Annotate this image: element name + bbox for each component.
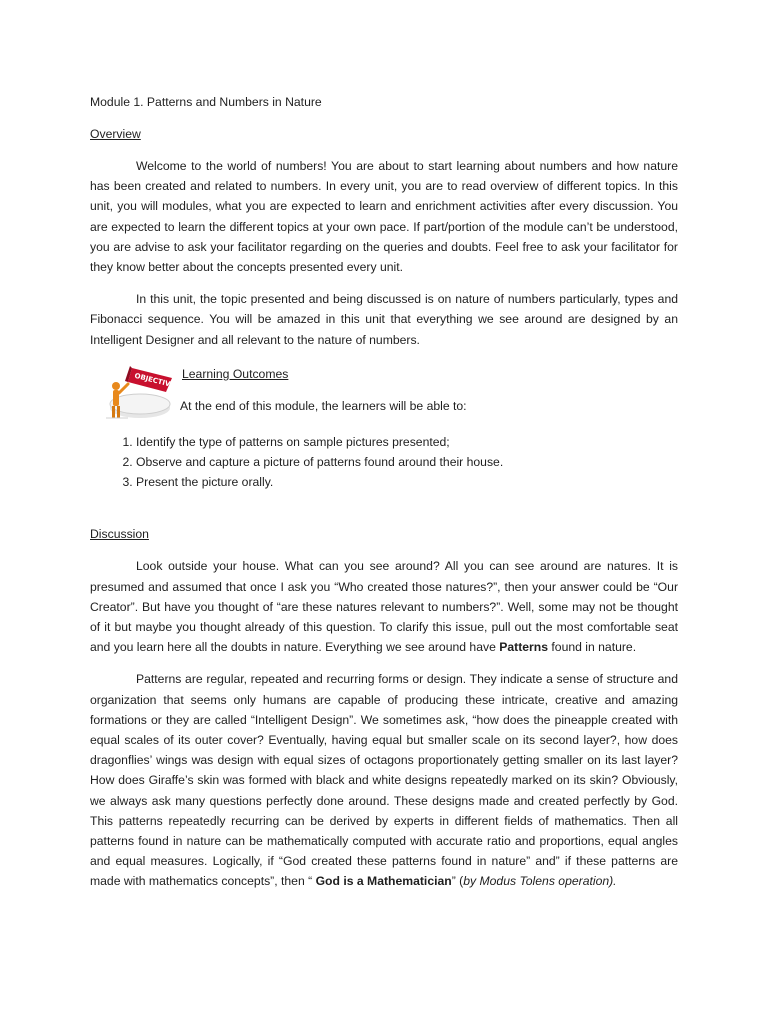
objectives-icon-text: OBJECTIVES xyxy=(133,371,181,391)
spacer xyxy=(90,112,678,124)
discussion-p1-text: Look outside your house. What can you see around? All you can see around are natures. It is presumed and assumed that once I ask you “Who created those natures?”, then your answer could be “Our Creator”. But have you thought of “are these natures relevant to numbers?”. Well, some may not be thought of it but maybe you thought already of this question. To clarify this issue, pull out the most comfortable seat and you learn here all the doubts in nature. Everything we see around have xyxy=(90,559,678,655)
discussion-p2-mid: ” ( xyxy=(451,874,464,889)
discussion-paragraph-2 xyxy=(90,669,678,891)
patterns-bold-term: Patterns xyxy=(499,640,549,655)
spacer xyxy=(90,544,678,556)
modus-tolens-italic: by Modus Tolens operation). xyxy=(463,874,617,889)
discussion-p1-end: found in nature. xyxy=(548,640,637,655)
list-item: 1. Identify the type of patterns on sample pictures presented; xyxy=(136,432,678,452)
document-page xyxy=(90,92,678,892)
mathematician-bold-term: God is a Mathematician xyxy=(315,874,452,889)
objectives-icon xyxy=(98,364,181,424)
spacer xyxy=(90,144,678,156)
learning-outcomes-intro: At the end of this module, the learners will be able to: xyxy=(180,398,467,413)
spacer xyxy=(90,657,678,669)
spacer xyxy=(90,277,678,289)
list-item: 2. Observe and capture a picture of patterns found around their house. xyxy=(136,452,678,472)
spacer xyxy=(90,350,678,364)
spacer xyxy=(90,492,678,524)
overview-paragraph-1: Welcome to the world of numbers! You are about to start learning about numbers and how nature has been created and related to numbers. In every unit, you are to read overview of different topics. In this unit, you will modules, what you are expected to learn and enrichment activities after every discussion. You are expected to learn the different topics at your own pace. If part/portion of the module can’t be understood, you are advise to ask your facilitator regarding on the queries and doubts. Feel free to ask your facilitator for they know better about the concepts presented every unit. xyxy=(90,159,678,275)
discussion-p2-text: Patterns are regular, repeated and recurring forms or design. They indicate a sense of structure and organization that seems only humans are capable of producing these intricate, creative and amazing formations or they are called “Intelligent Design”. We sometimes ask, “how does the pineapple created with equal scales of its outer cover? Eventually, having equal but smaller scale on its second layer?, how does dragonflies’ wings was design with equal sizes of octagons proportionately getting smaller on its last layer? How does Giraffe’s skin was formed with black and white designs repeatedly marked on its skin? Obviously, we always ask many questions perfectly done around. These designs made and created perfectly by God. This patterns repeatedly recurring can be derived by experts in different fields of mathematics. Then all patterns found in nature can be mathematically computed with accurate ratio and proportions, equal angles and equal measures. Logically, if “God created these patterns found in nature” and” if these patterns are made with mathematics concepts”, then “ xyxy=(90,672,678,889)
module-title: Module 1. Patterns and Numbers in Nature xyxy=(90,95,322,109)
discussion-heading: Discussion xyxy=(90,527,149,542)
learning-outcomes-list xyxy=(90,432,678,493)
overview-heading: Overview xyxy=(90,127,141,141)
learning-outcomes-heading: Learning Outcomes xyxy=(182,366,289,381)
discussion-paragraph-1 xyxy=(90,556,678,657)
overview-paragraph-2: In this unit, the topic presented and being discussed is on nature of numbers particularly, types and Fibonacci sequence. You will be amazed in this unit that everything we see around are designed by an Intelligent Designer and all relevant to the nature of numbers. xyxy=(90,292,678,347)
list-item: 3. Present the picture orally. xyxy=(136,472,678,492)
learning-outcomes-block xyxy=(90,364,678,426)
